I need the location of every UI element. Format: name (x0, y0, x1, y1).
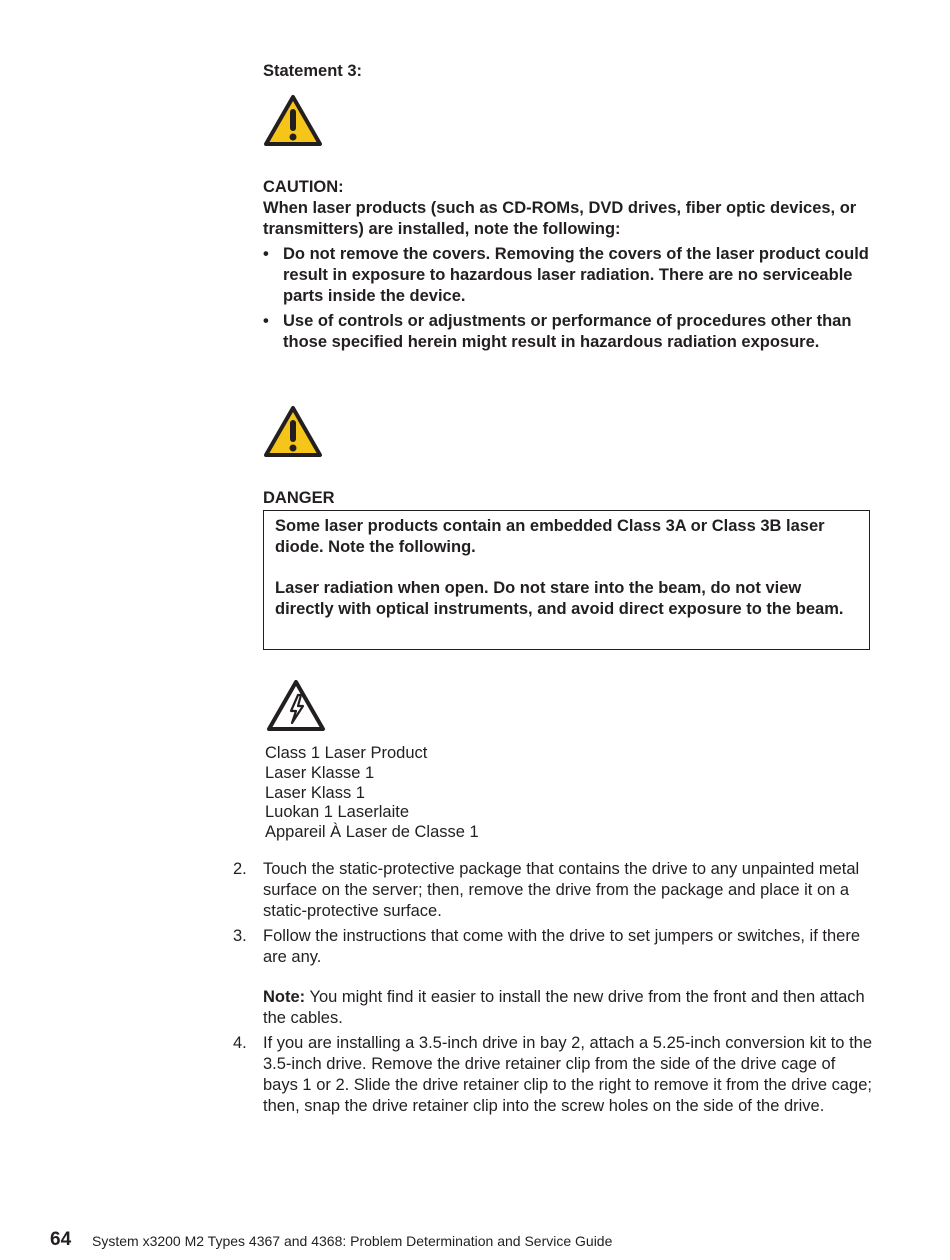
step-number: 3. (233, 927, 247, 945)
list-item (263, 244, 873, 307)
note-text: You might find it easier to install the new drive from the front and then attach the cables. (263, 988, 865, 1027)
bullet-icon: • (263, 312, 269, 330)
page-number: 64 (50, 1229, 72, 1250)
laser-label: Laser Klass 1 (265, 783, 365, 802)
step-text: If you are installing a 3.5-inch drive in bay 2, attach a 5.25-inch conversion kit to the 3.5-inch drive. Remove the drive retainer clip from the side of the drive cage of bays 1 or 2. Slide the drive retainer clip to the right to remove it from the drive cage; then, snap the drive retainer clip into the screw holes on the side of the drive. (263, 1034, 873, 1115)
caution-heading: CAUTION: (263, 178, 344, 196)
laser-label: Appareil À Laser de Classe 1 (265, 823, 479, 842)
note (263, 987, 873, 1029)
laser-label: Class 1 Laser Product (265, 744, 428, 762)
danger-box (263, 510, 870, 650)
list-item (263, 311, 873, 353)
statement-title: Statement 3: (263, 62, 363, 80)
bullet-icon: • (263, 245, 269, 263)
bullet-text: Do not remove the covers. Removing the covers of the laser product could result in exposure to hazardous laser radiation. There are no serviceable parts inside the device. (283, 245, 869, 305)
laser-label: Laser Klasse 1 (265, 763, 375, 782)
laser-class-labels (265, 744, 479, 843)
step-text: Follow the instructions that come with the drive to set jumpers or switches, if there are any. (263, 927, 860, 966)
step-number: 4. (233, 1034, 247, 1052)
bullet-text: Use of controls or adjustments or performance of procedures other than those specified herein might result in hazardous radiation exposure. (283, 312, 852, 351)
caution-intro: When laser products (such as CD-ROMs, DVD drives, fiber optic devices, or transmitters) are installed, note the following: (263, 199, 857, 238)
warning-triangle-icon (263, 94, 323, 148)
laser-label: Luokan 1 Laserlaite (265, 803, 410, 822)
footer-title: System x3200 M2 Types 4367 and 4368: Problem Determination and Service Guide (92, 1233, 613, 1249)
electrical-hazard-icon (265, 678, 327, 734)
step-number: 2. (233, 860, 247, 878)
note-label: Note: (263, 988, 306, 1006)
danger-paragraph-1: Some laser products contain an embedded Class 3A or Class 3B laser diode. Note the following. (275, 517, 825, 556)
danger-heading: DANGER (263, 489, 335, 507)
warning-triangle-icon (263, 405, 323, 459)
danger-paragraph-2: Laser radiation when open. Do not stare into the beam, do not view directly with optical instruments, and avoid direct exposure to the beam. (275, 579, 844, 618)
step-text: Touch the static-protective package that contains the drive to any unpainted metal surface on the server; then, remove the drive from the package and place it on a static-protective surface. (263, 860, 860, 920)
